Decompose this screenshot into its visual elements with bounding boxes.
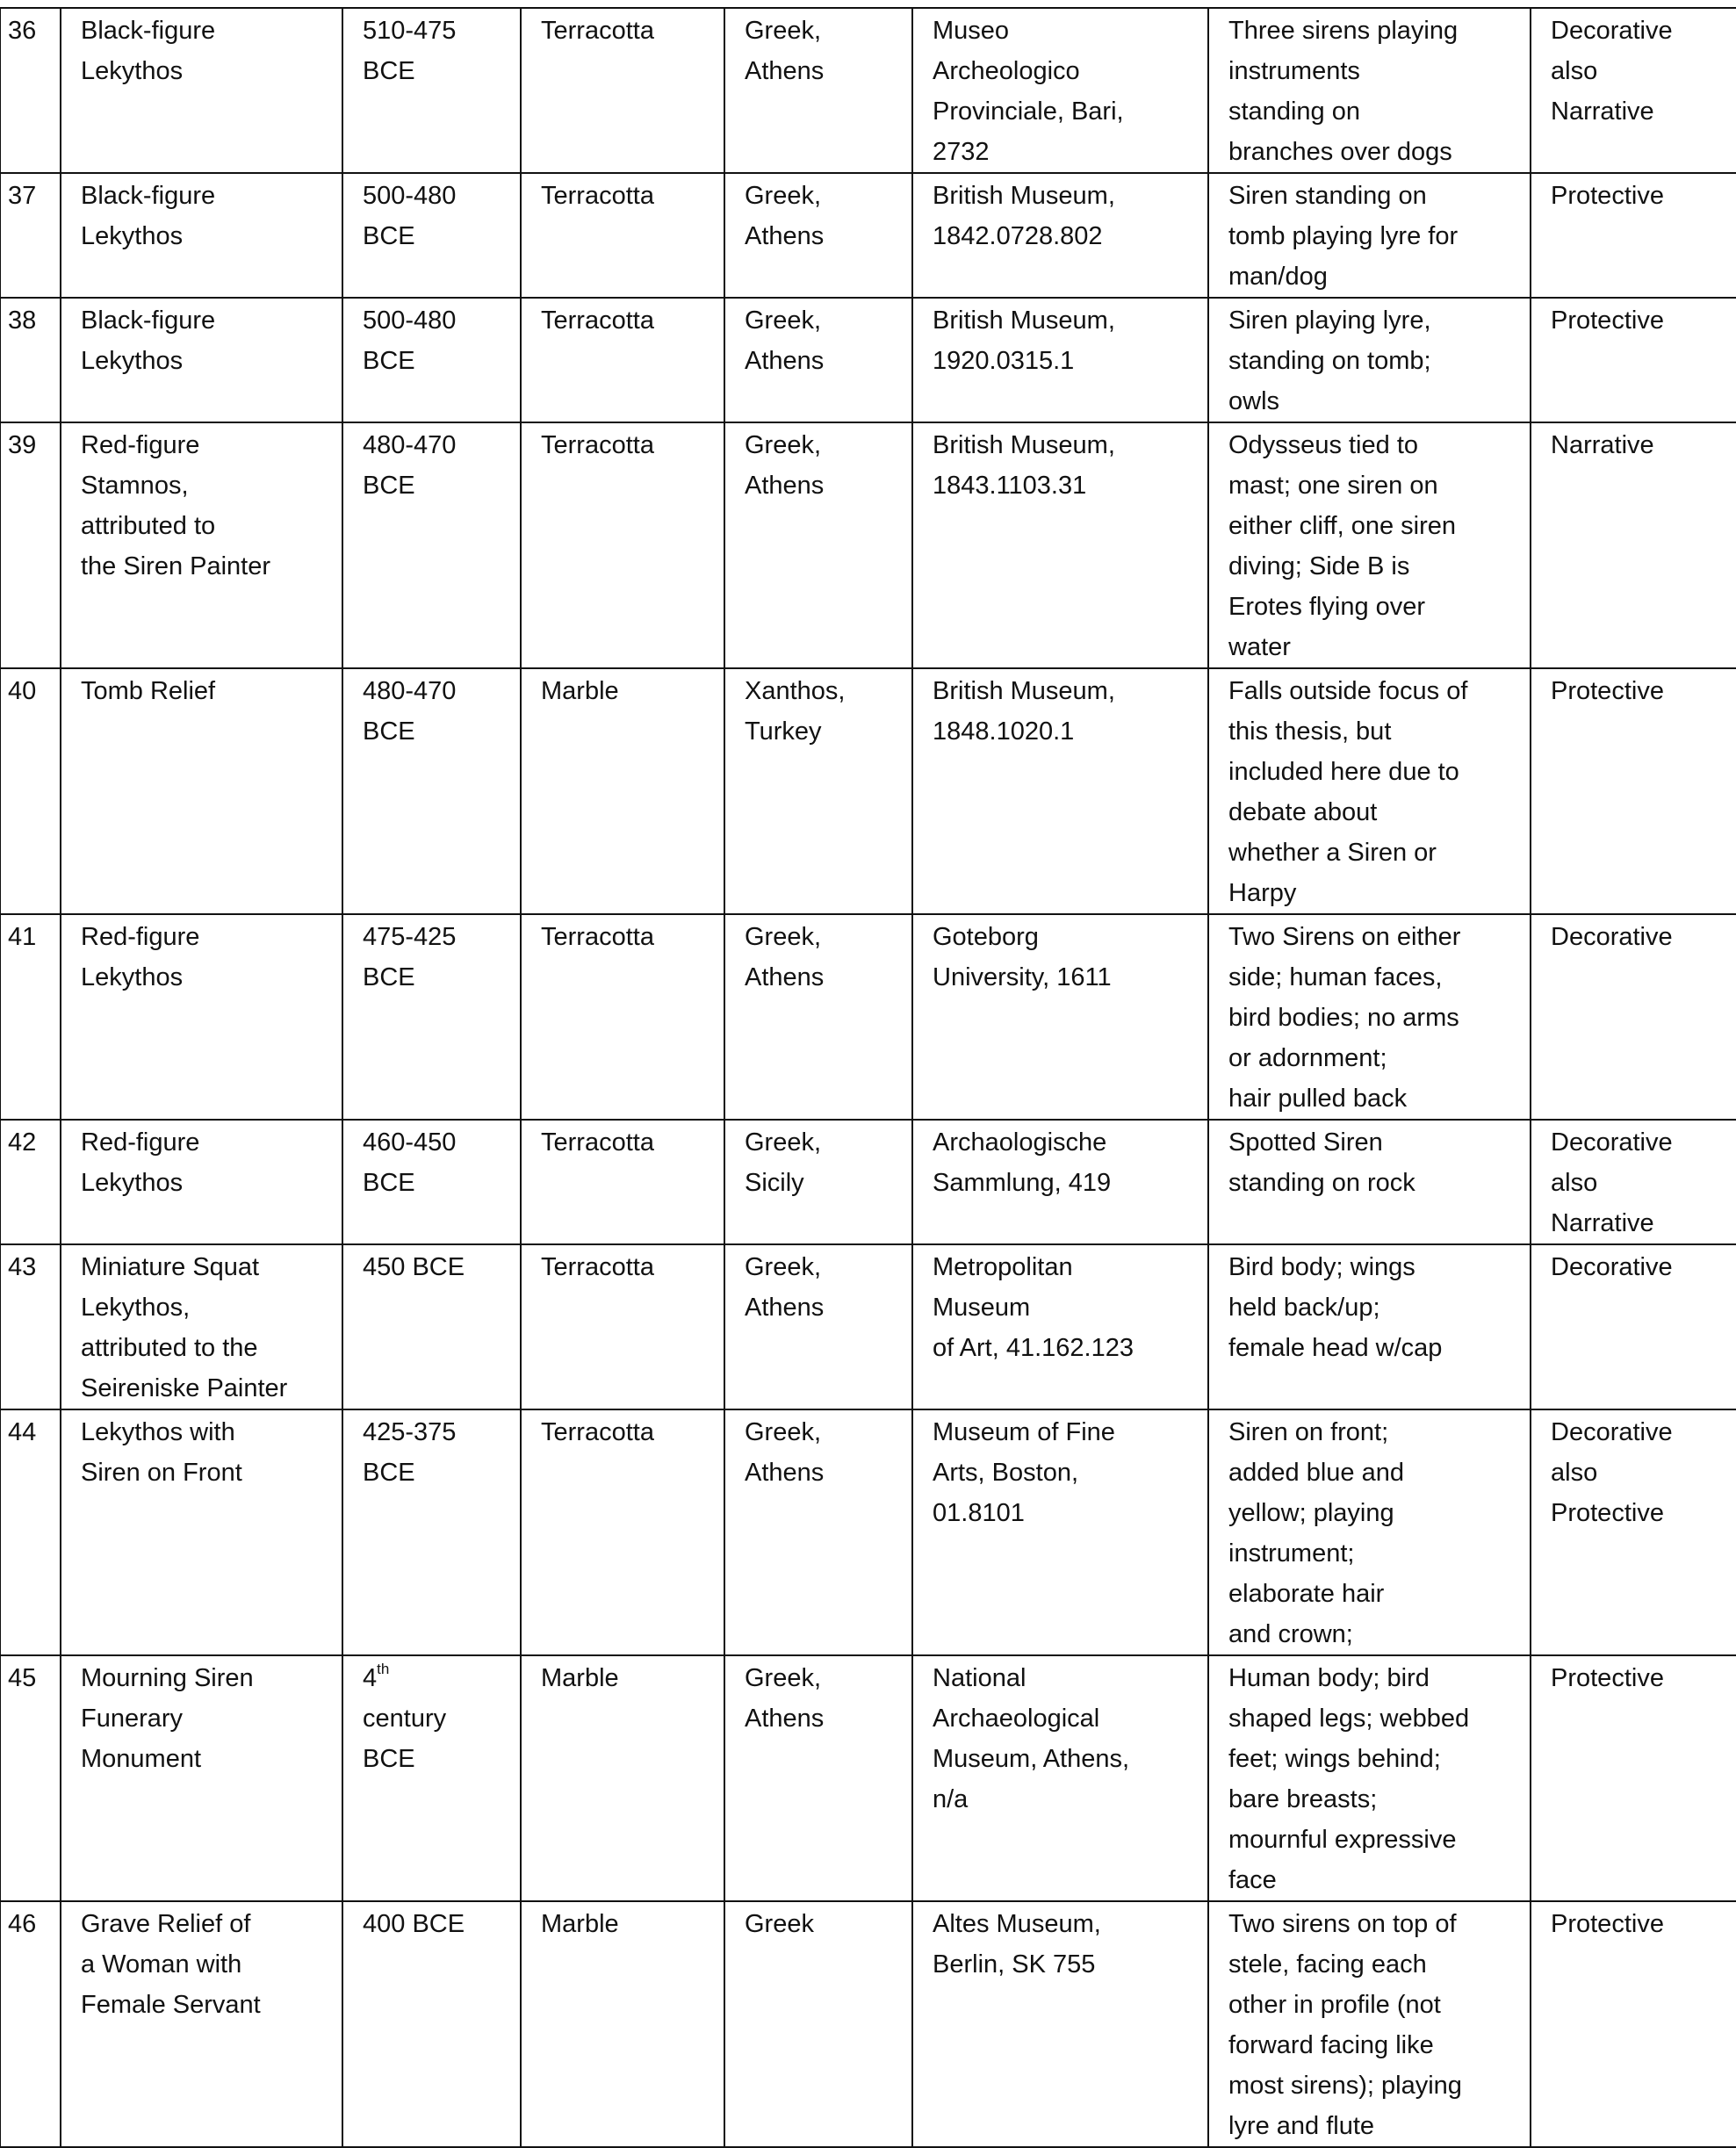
cell-location: Goteborg University, 1611	[912, 914, 1208, 1120]
cell-origin: Greek, Athens	[724, 298, 912, 422]
cell-object: Red-figure Stamnos, attributed to the Siren Painter	[61, 422, 342, 668]
cell-material: Marble	[521, 1901, 724, 2147]
cell-object: Black-figure Lekythos	[61, 173, 342, 298]
catalog-table	[0, 7, 1736, 2148]
cell-object: Red-figure Lekythos	[61, 914, 342, 1120]
table-row	[0, 1244, 1736, 1409]
cell-material: Terracotta	[521, 298, 724, 422]
cell-num: 39	[0, 422, 61, 668]
cell-origin: Greek, Sicily	[724, 1120, 912, 1244]
cell-description: Siren playing lyre, standing on tomb; owls	[1208, 298, 1531, 422]
cell-num: 45	[0, 1655, 61, 1901]
cell-object: Tomb Relief	[61, 668, 342, 914]
table-row	[0, 1120, 1736, 1244]
cell-date: 480-470 BCE	[342, 668, 521, 914]
cell-location: Archaologische Sammlung, 419	[912, 1120, 1208, 1244]
table-row	[0, 914, 1736, 1120]
cell-description: Two Sirens on either side; human faces, bird bodies; no arms or adornment; hair pulled back	[1208, 914, 1531, 1120]
cell-material: Terracotta	[521, 1120, 724, 1244]
cell-origin: Xanthos, Turkey	[724, 668, 912, 914]
cell-material: Terracotta	[521, 1244, 724, 1409]
cell-description: Odysseus tied to mast; one siren on either cliff, one siren diving; Side B is Erotes flying over water	[1208, 422, 1531, 668]
cell-origin: Greek, Athens	[724, 1244, 912, 1409]
cell-num: 38	[0, 298, 61, 422]
cell-function: Decorative	[1531, 1244, 1736, 1409]
cell-material: Terracotta	[521, 914, 724, 1120]
cell-function: Protective	[1531, 173, 1736, 298]
cell-object: Grave Relief of a Woman with Female Servant	[61, 1901, 342, 2147]
cell-num: 37	[0, 173, 61, 298]
cell-description: Siren standing on tomb playing lyre for man/dog	[1208, 173, 1531, 298]
date-value: 4	[363, 1664, 378, 1692]
cell-location: Altes Museum, Berlin, SK 755	[912, 1901, 1208, 2147]
cell-object: Red-figure Lekythos	[61, 1120, 342, 1244]
cell-object: Lekythos with Siren on Front	[61, 1409, 342, 1655]
cell-origin: Greek, Athens	[724, 914, 912, 1120]
cell-location: British Museum, 1843.1103.31	[912, 422, 1208, 668]
cell-function: Decorative	[1531, 914, 1736, 1120]
cell-function: Narrative	[1531, 422, 1736, 668]
cell-date: 500-480 BCE	[342, 173, 521, 298]
cell-function: Protective	[1531, 1655, 1736, 1901]
cell-description: Falls outside focus of this thesis, but included here due to debate about whether a Siren or Harpy	[1208, 668, 1531, 914]
cell-origin: Greek	[724, 1901, 912, 2147]
table-row	[0, 1409, 1736, 1655]
cell-description: Three sirens playing instruments standing on branches over dogs	[1208, 8, 1531, 173]
cell-date: 460-450 BCE	[342, 1120, 521, 1244]
cell-num: 43	[0, 1244, 61, 1409]
table-row	[0, 298, 1736, 422]
table-row	[0, 422, 1736, 668]
cell-num: 42	[0, 1120, 61, 1244]
cell-num: 46	[0, 1901, 61, 2147]
cell-date: 425-375 BCE	[342, 1409, 521, 1655]
cell-date: 450 BCE	[342, 1244, 521, 1409]
cell-description: Human body; bird shaped legs; webbed feet; wings behind; bare breasts; mournful expressive face	[1208, 1655, 1531, 1901]
cell-date: 500-480 BCE	[342, 298, 521, 422]
cell-location: National Archaeological Museum, Athens, n/a	[912, 1655, 1208, 1901]
cell-num: 40	[0, 668, 61, 914]
cell-origin: Greek, Athens	[724, 422, 912, 668]
cell-object: Miniature Squat Lekythos, attributed to the Seireniske Painter	[61, 1244, 342, 1409]
date-rest: century BCE	[363, 1705, 447, 1773]
cell-function: Protective	[1531, 298, 1736, 422]
cell-description: Spotted Siren standing on rock	[1208, 1120, 1531, 1244]
table-row	[0, 173, 1736, 298]
cell-num: 36	[0, 8, 61, 173]
table-row	[0, 8, 1736, 173]
cell-date: 510-475 BCE	[342, 8, 521, 173]
cell-material: Terracotta	[521, 422, 724, 668]
date-ordinal-suffix: th	[377, 1661, 390, 1677]
cell-material: Marble	[521, 668, 724, 914]
cell-material: Terracotta	[521, 1409, 724, 1655]
cell-location: Museo Archeologico Provinciale, Bari, 2732	[912, 8, 1208, 173]
cell-function: Protective	[1531, 668, 1736, 914]
cell-location: British Museum, 1842.0728.802	[912, 173, 1208, 298]
table-row	[0, 1655, 1736, 1901]
cell-function: Protective	[1531, 1901, 1736, 2147]
cell-origin: Greek, Athens	[724, 8, 912, 173]
cell-location: British Museum, 1920.0315.1	[912, 298, 1208, 422]
cell-num: 44	[0, 1409, 61, 1655]
table-row	[0, 668, 1736, 914]
cell-location: Metropolitan Museum of Art, 41.162.123	[912, 1244, 1208, 1409]
cell-object: Black-figure Lekythos	[61, 298, 342, 422]
cell-description: Bird body; wings held back/up; female head w/cap	[1208, 1244, 1531, 1409]
cell-origin: Greek, Athens	[724, 1409, 912, 1655]
cell-material: Terracotta	[521, 8, 724, 173]
cell-date	[342, 1655, 521, 1901]
cell-date: 400 BCE	[342, 1901, 521, 2147]
cell-function: Decorative also Narrative	[1531, 1120, 1736, 1244]
cell-function: Decorative also Protective	[1531, 1409, 1736, 1655]
table-row	[0, 1901, 1736, 2147]
cell-location: British Museum, 1848.1020.1	[912, 668, 1208, 914]
cell-location: Museum of Fine Arts, Boston, 01.8101	[912, 1409, 1208, 1655]
cell-object: Mourning Siren Funerary Monument	[61, 1655, 342, 1901]
cell-function: Decorative also Narrative	[1531, 8, 1736, 173]
cell-origin: Greek, Athens	[724, 1655, 912, 1901]
cell-date: 480-470 BCE	[342, 422, 521, 668]
cell-material: Terracotta	[521, 173, 724, 298]
table-body	[0, 8, 1736, 2147]
cell-material: Marble	[521, 1655, 724, 1901]
cell-origin: Greek, Athens	[724, 173, 912, 298]
cell-description: Siren on front; added blue and yellow; playing instrument; elaborate hair and crown;	[1208, 1409, 1531, 1655]
cell-description: Two sirens on top of stele, facing each other in profile (not forward facing like most sirens); playing lyre and flute	[1208, 1901, 1531, 2147]
cell-num: 41	[0, 914, 61, 1120]
cell-date: 475-425 BCE	[342, 914, 521, 1120]
cell-object: Black-figure Lekythos	[61, 8, 342, 173]
